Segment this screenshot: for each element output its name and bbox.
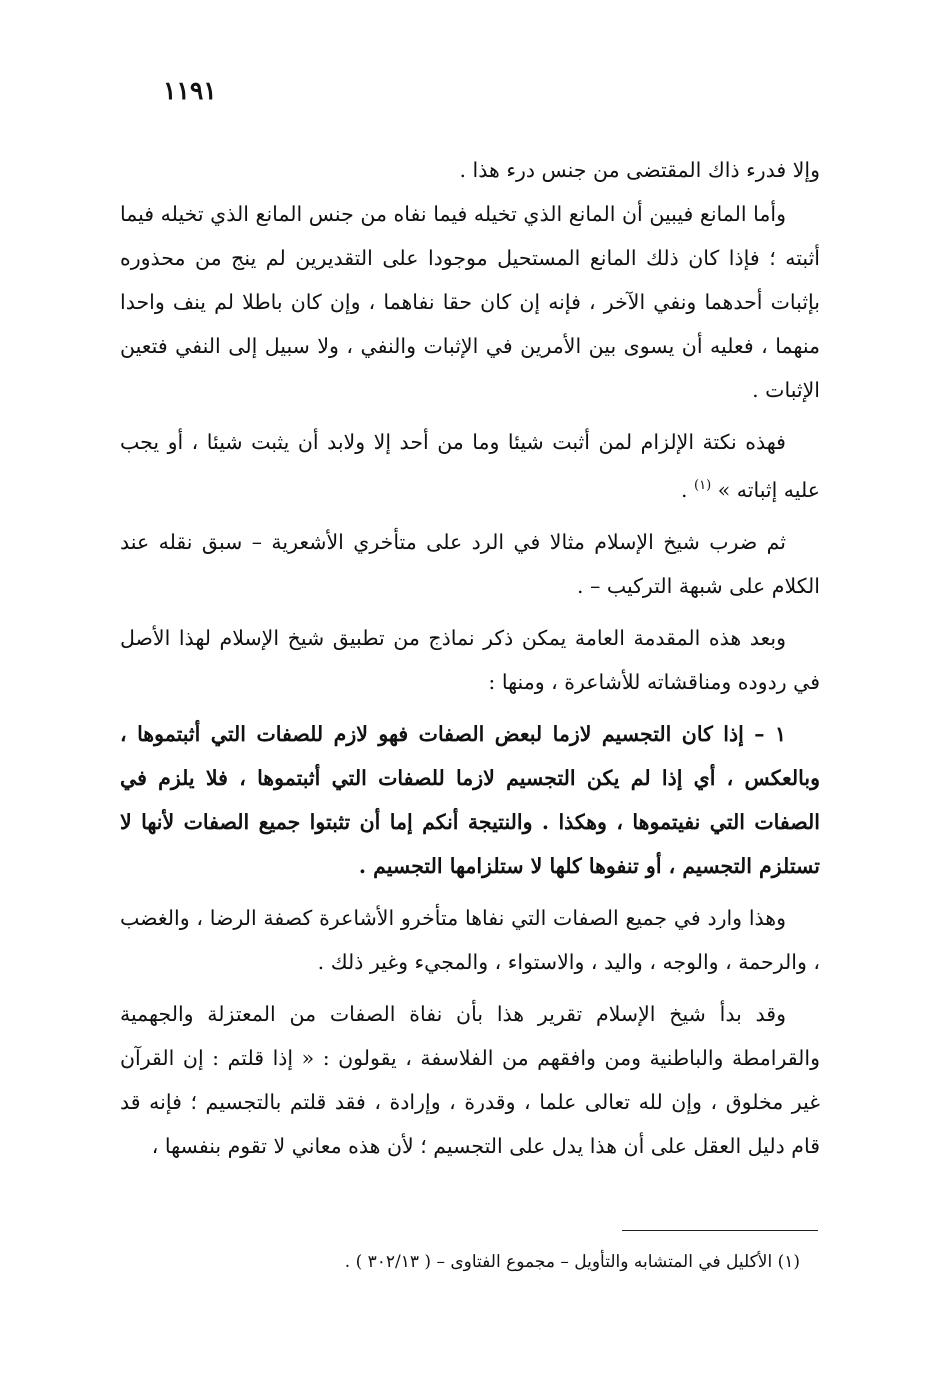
paragraph-7: وهذا وارد في جميع الصفات التي نفاها متأخرو الأشاعرة كصفة الرضا ، والغضب ، والرحمة ، والوجه ، واليد ، والاستواء ، والمجيء وغير ذلك . (120, 905, 820, 974)
paragraph-3 (120, 420, 820, 512)
paragraph-2: وأما المانع فيبين أن المانع الذي تخيله فيما نفاه من جنس المانع الذي تخيله فيما أثبته ؛ فإذا كان ذلك المانع المستحيل موجودا على التقديرين لم ينج من محذوره بإثبات أحدهما ونفي الآخر ، فإنه إن كان حقا نفاهما ، وإن كان باطلا لم ينف واحدا منهما ، فعليه أن يسوى بين الأمرين في الإثبات والنفي ، ولا سبيل إلى النفي فتعين الإثبات . (120, 202, 820, 402)
footnote-reference: (١) (694, 478, 712, 493)
paragraph-8: وقد بدأ شيخ الإسلام تقرير هذا بأن نفاة الصفات من المعتزلة والجهمية والقرامطة والباطنية ومن وافقهم من الفلاسفة ، يقولون : « إذا قلتم : إن القرآن غير مخلوق ، وإن لله تعالى علما ، وقدرة ، وإرادة ، فقد قلتم بالتجسيم ؛ فإنه قد قام دليل العقل على أن هذا يدل على التجسيم ؛ لأن هذه معاني لا تقوم بنفسها ، (120, 1001, 820, 1158)
paragraph-6: ١ – إذا كان التجسيم لازما لبعض الصفات فهو لازم للصفات التي أثبتموها ، وبالعكس ، أي إذا لم يكن التجسيم لازما للصفات التي أثبتموها ، فلا يلزم في الصفات التي نفيتموها ، وهكذا . والنتيجة أنكم إما أن تثبتوا جميع الصفات لأنها لا تستلزم التجسيم ، أو تنفوها كلها لا ستلزامها التجسيم . (120, 721, 820, 878)
paragraph-3-text: فهذه نكتة الإلزام لمن أثبت شيئا وما من أحد إلا ولابد أن يثبت شيئا ، أو يجب عليه إثباته » (120, 430, 820, 502)
body-text (120, 148, 820, 1176)
paragraph-4: ثم ضرب شيخ الإسلام مثالا في الرد على متأخري الأشعرية – سبق نقله عند الكلام على شبهة التركيب – . (120, 529, 820, 598)
paragraph-1: وإلا فدرء ذاك المقتضى من جنس درء هذا . (459, 158, 820, 182)
footnote-divider (622, 1230, 818, 1231)
paragraph-5: وبعد هذه المقدمة العامة يمكن ذكر نماذج من تطبيق شيخ الإسلام لهذا الأصل في ردوده ومناقشاته للأشاعرة ، ومنها : (120, 625, 820, 694)
page-number: ١١٩١ (163, 76, 217, 105)
paragraph-3-period: . (680, 477, 688, 502)
footnote: (١) الأكليل في المتشابه والتأويل – مجموع الفتاوى – ( ٣٠٢/١٣ ) . (344, 1252, 800, 1272)
